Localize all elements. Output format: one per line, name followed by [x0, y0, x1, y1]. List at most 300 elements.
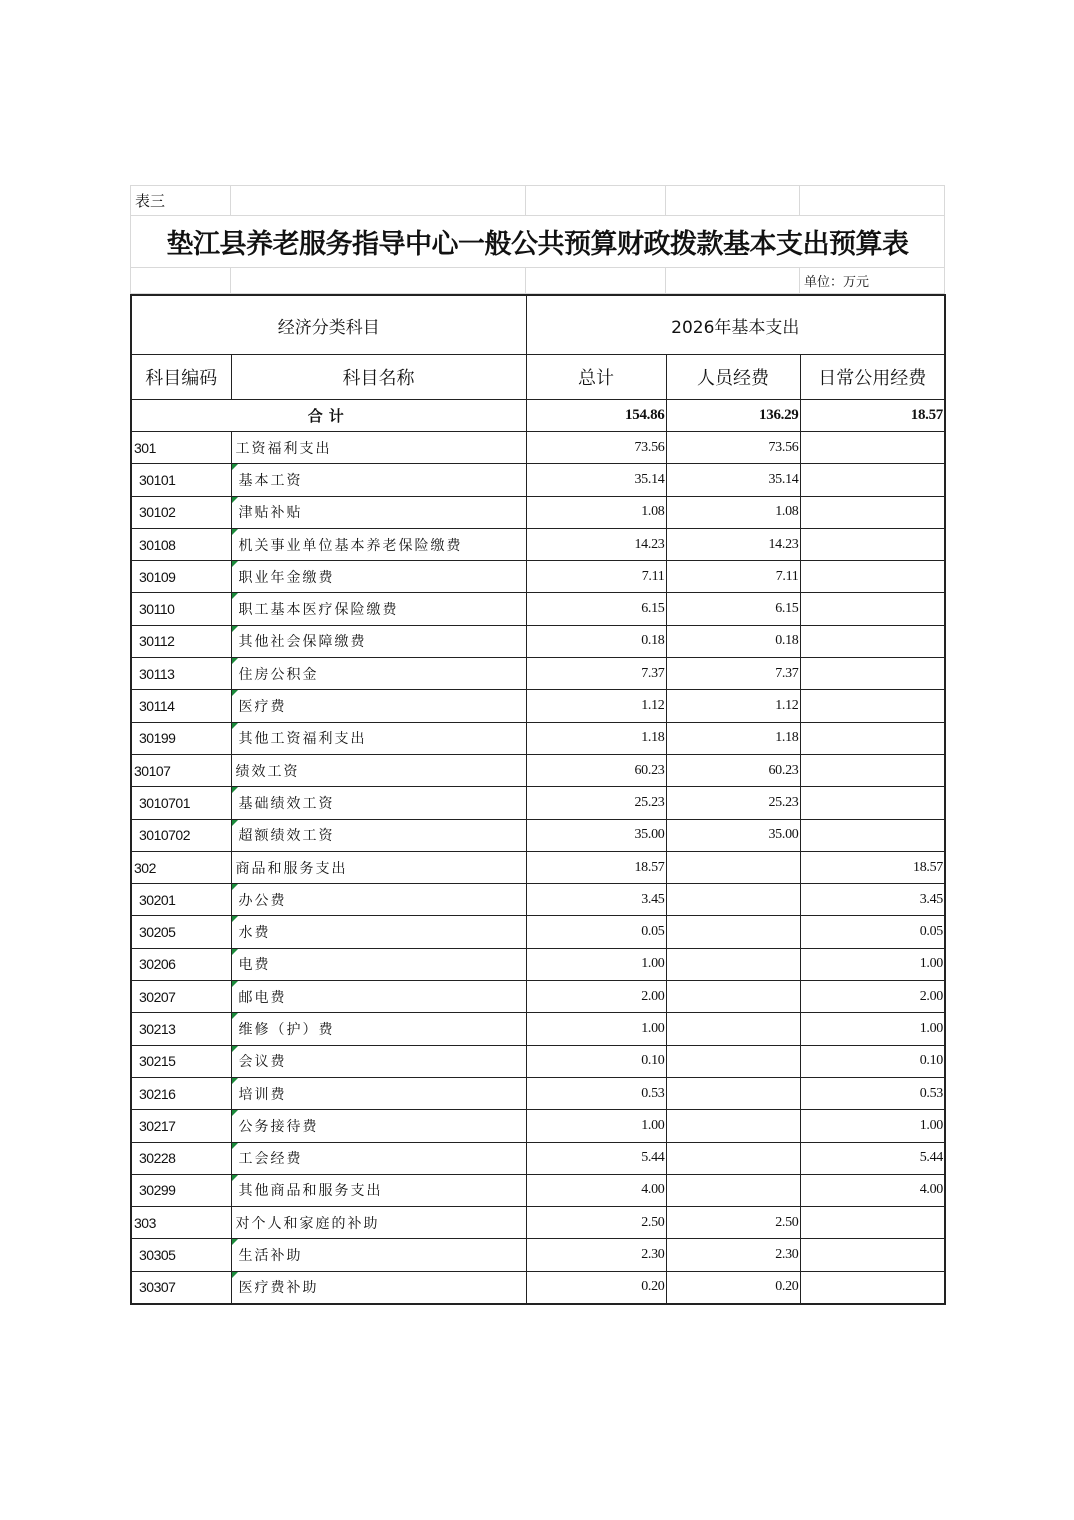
row-total-text: 0.10	[641, 1053, 665, 1069]
row-public-text: 1.00	[919, 956, 944, 972]
row-code-text: 30108	[139, 536, 176, 553]
row-total-text: 0.53	[641, 1085, 665, 1101]
row-total-text: 0.18	[641, 633, 665, 649]
cell-comment-marker	[232, 1078, 238, 1084]
row-total	[526, 658, 666, 690]
cell-comment-marker	[232, 1143, 238, 1149]
cell-comment-marker	[232, 464, 238, 470]
row-personnel	[666, 1207, 800, 1239]
row-total-text: 1.00	[641, 956, 665, 972]
row-public-text: 1.00	[919, 1117, 944, 1133]
row-personnel	[666, 1239, 800, 1271]
row-code-text: 30199	[139, 730, 176, 747]
row-personnel	[666, 884, 800, 916]
table-row	[131, 1013, 945, 1045]
row-code	[131, 528, 231, 560]
row-total-text: 6.15	[641, 601, 665, 617]
row-name-text: 工会经费	[238, 1151, 303, 1168]
cell-comment-marker	[232, 949, 238, 955]
row-name-text: 医疗费	[238, 699, 287, 716]
row-code-text: 30101	[139, 471, 176, 488]
table-row	[131, 981, 945, 1013]
row-name-text: 绩效工资	[235, 763, 300, 780]
row-total	[526, 625, 666, 657]
row-name	[231, 722, 526, 754]
row-total-text: 2.50	[641, 1214, 665, 1230]
row-total	[526, 1045, 666, 1077]
row-total	[526, 593, 666, 625]
table-row	[131, 851, 945, 883]
cell-comment-marker	[232, 723, 238, 729]
row-personnel-text: 1.08	[775, 504, 799, 520]
row-personnel-text: 1.12	[775, 698, 799, 714]
row-code	[131, 561, 231, 593]
row-code-text: 3010702	[139, 827, 191, 844]
table-row	[131, 1174, 945, 1206]
row-code	[131, 1110, 231, 1142]
row-public	[800, 1142, 945, 1174]
table-row	[131, 1110, 945, 1142]
row-code-text: 30113	[139, 665, 175, 682]
row-public	[800, 1110, 945, 1142]
row-personnel	[666, 754, 800, 786]
row-total-text: 60.23	[634, 762, 665, 778]
row-name-text: 电费	[238, 957, 271, 974]
row-code	[131, 1013, 231, 1045]
row-total	[526, 432, 666, 464]
row-code-text: 30110	[139, 601, 175, 618]
row-personnel-text: 73.56	[768, 439, 799, 455]
cell-comment-marker	[232, 529, 238, 535]
row-code	[131, 464, 231, 496]
row-code	[131, 787, 231, 819]
row-total	[526, 690, 666, 722]
sheet-header-grid	[130, 185, 945, 294]
row-public	[800, 464, 945, 496]
budget-sheet	[130, 185, 944, 1305]
row-personnel	[666, 464, 800, 496]
row-public	[800, 432, 945, 464]
row-public	[800, 981, 945, 1013]
row-total-text: 1.18	[641, 730, 665, 746]
table-row	[131, 690, 945, 722]
row-name	[231, 432, 526, 464]
row-name	[231, 528, 526, 560]
cell-comment-marker	[232, 1110, 238, 1116]
cell-comment-marker	[232, 690, 238, 696]
row-personnel	[666, 625, 800, 657]
row-personnel-text: 2.30	[775, 1247, 799, 1263]
row-code-text: 30109	[139, 568, 176, 585]
row-total	[526, 1110, 666, 1142]
row-total	[526, 1077, 666, 1109]
row-total	[526, 851, 666, 883]
cell-comment-marker	[232, 884, 238, 890]
row-name	[231, 819, 526, 851]
header-personnel: 人员经费	[666, 355, 800, 400]
row-personnel-text: 7.11	[775, 568, 799, 584]
row-total-text: 2.00	[641, 988, 665, 1004]
row-total-text: 7.11	[641, 568, 665, 584]
row-code	[131, 722, 231, 754]
row-code-text: 30216	[139, 1085, 176, 1102]
row-personnel-text: 6.15	[775, 601, 799, 617]
row-code-text: 30213	[139, 1020, 176, 1037]
cell-comment-marker	[232, 981, 238, 987]
cell-comment-marker	[232, 497, 238, 503]
cell-comment-marker	[232, 1046, 238, 1052]
row-code	[131, 1207, 231, 1239]
table-row	[131, 593, 945, 625]
row-name-text: 水费	[238, 925, 271, 942]
row-name	[231, 981, 526, 1013]
row-code	[131, 1239, 231, 1271]
row-code-text: 30299	[139, 1182, 176, 1199]
table-row	[131, 819, 945, 851]
row-total-text: 0.05	[641, 924, 665, 940]
total-row	[131, 400, 945, 432]
row-personnel	[666, 496, 800, 528]
row-code	[131, 916, 231, 948]
row-total	[526, 916, 666, 948]
row-personnel	[666, 1045, 800, 1077]
row-total	[526, 754, 666, 786]
table-row	[131, 1077, 945, 1109]
row-code-text: 30207	[139, 988, 176, 1005]
row-code-text: 30205	[139, 924, 176, 941]
row-name	[231, 593, 526, 625]
row-name	[231, 625, 526, 657]
row-total	[526, 722, 666, 754]
row-name-text: 对个人和家庭的补助	[235, 1215, 380, 1232]
row-code	[131, 625, 231, 657]
row-code	[131, 690, 231, 722]
row-name-text: 职工基本医疗保险缴费	[238, 602, 399, 619]
row-code	[131, 593, 231, 625]
row-code-text: 30307	[139, 1279, 176, 1296]
row-total-text: 35.14	[634, 471, 665, 487]
row-public	[800, 1239, 945, 1271]
row-total-text: 1.12	[641, 698, 665, 714]
cell-comment-marker	[232, 1239, 238, 1245]
row-personnel	[666, 948, 800, 980]
row-name	[231, 884, 526, 916]
row-personnel-text: 25.23	[768, 794, 799, 810]
table-row	[131, 754, 945, 786]
row-personnel	[666, 1142, 800, 1174]
row-name-text: 医疗费补助	[238, 1280, 319, 1297]
row-code	[131, 658, 231, 690]
row-name	[231, 1077, 526, 1109]
row-public	[800, 722, 945, 754]
row-total-text: 35.00	[634, 827, 665, 843]
row-total	[526, 981, 666, 1013]
row-total-text: 1.08	[641, 504, 665, 520]
row-total	[526, 1207, 666, 1239]
row-code	[131, 1077, 231, 1109]
row-code-text: 3010701	[139, 794, 191, 811]
cell-comment-marker	[232, 1175, 238, 1181]
row-name-text: 超额绩效工资	[238, 828, 335, 845]
table-row	[131, 1271, 945, 1304]
row-name-text: 邮电费	[238, 989, 287, 1006]
row-public-text: 0.05	[919, 924, 944, 940]
row-name-text: 工资福利支出	[235, 440, 332, 457]
row-total	[526, 819, 666, 851]
row-name-text: 维修（护）费	[238, 1021, 335, 1038]
row-public-text: 3.45	[919, 891, 944, 907]
row-personnel-text: 0.20	[775, 1279, 799, 1295]
row-public	[800, 851, 945, 883]
row-personnel-text: 1.18	[775, 730, 799, 746]
row-public-text: 4.00	[919, 1182, 944, 1198]
row-name-text: 商品和服务支出	[235, 860, 348, 877]
row-personnel	[666, 593, 800, 625]
table-row	[131, 432, 945, 464]
row-personnel	[666, 851, 800, 883]
row-public	[800, 1013, 945, 1045]
row-name	[231, 690, 526, 722]
row-total	[526, 464, 666, 496]
cell-comment-marker	[232, 626, 238, 632]
table-row	[131, 787, 945, 819]
cell-comment-marker	[232, 593, 238, 599]
row-code	[131, 496, 231, 528]
row-public	[800, 496, 945, 528]
row-public	[800, 1077, 945, 1109]
row-personnel	[666, 1174, 800, 1206]
row-total-text: 0.20	[641, 1279, 665, 1295]
row-name	[231, 916, 526, 948]
row-personnel	[666, 528, 800, 560]
row-name	[231, 1142, 526, 1174]
row-code-text: 30217	[139, 1117, 176, 1134]
row-name-text: 基础绩效工资	[238, 795, 335, 812]
row-public	[800, 819, 945, 851]
row-code	[131, 1045, 231, 1077]
row-personnel-text: 14.23	[768, 536, 799, 552]
sheet-tag: 表三	[131, 186, 231, 216]
row-public	[800, 528, 945, 560]
total-public: 18.57	[800, 400, 945, 432]
row-code	[131, 1174, 231, 1206]
budget-table	[130, 294, 946, 1305]
row-public-text: 2.00	[919, 988, 944, 1004]
row-total-text: 1.00	[641, 1020, 665, 1036]
row-name-text: 公务接待费	[238, 1118, 319, 1135]
row-personnel-text: 7.37	[775, 665, 799, 681]
row-public-text: 0.10	[919, 1053, 944, 1069]
row-code-text: 30215	[139, 1053, 176, 1070]
row-total	[526, 1239, 666, 1271]
row-total	[526, 787, 666, 819]
row-name-text: 办公费	[238, 892, 287, 909]
row-code-text: 30112	[139, 633, 175, 650]
row-code	[131, 1142, 231, 1174]
row-public-text: 1.00	[919, 1020, 944, 1036]
table-row	[131, 561, 945, 593]
row-public	[800, 1045, 945, 1077]
cell-comment-marker	[232, 820, 238, 826]
table-row	[131, 464, 945, 496]
row-total	[526, 1142, 666, 1174]
cell-comment-marker	[232, 561, 238, 567]
row-code	[131, 981, 231, 1013]
row-code-text: 303	[134, 1214, 156, 1231]
row-code-text: 30305	[139, 1247, 176, 1264]
table-row	[131, 625, 945, 657]
table-row	[131, 884, 945, 916]
row-name-text: 其他社会保障缴费	[238, 634, 367, 651]
row-public	[800, 948, 945, 980]
row-name-text: 其他商品和服务支出	[238, 1183, 383, 1200]
table-row	[131, 722, 945, 754]
table-row	[131, 948, 945, 980]
page-title: 垫江县养老服务指导中心一般公共预算财政拨款基本支出预算表	[131, 216, 945, 268]
row-public	[800, 690, 945, 722]
total-label: 合计	[131, 400, 526, 432]
row-code-text: 30114	[139, 698, 175, 715]
row-personnel-text: 2.50	[775, 1214, 799, 1230]
row-public	[800, 593, 945, 625]
row-public	[800, 561, 945, 593]
row-total	[526, 528, 666, 560]
unit-label: 单位：万元	[800, 268, 945, 294]
row-name	[231, 1174, 526, 1206]
row-public	[800, 787, 945, 819]
row-personnel-text: 60.23	[768, 762, 799, 778]
row-name	[231, 1239, 526, 1271]
row-total-text: 1.00	[641, 1117, 665, 1133]
cell-comment-marker	[232, 916, 238, 922]
row-name	[231, 754, 526, 786]
row-name	[231, 1110, 526, 1142]
row-name	[231, 851, 526, 883]
row-code	[131, 432, 231, 464]
row-name	[231, 1013, 526, 1045]
row-public	[800, 1207, 945, 1239]
row-personnel	[666, 1271, 800, 1304]
row-personnel	[666, 690, 800, 722]
row-total-text: 2.30	[641, 1247, 665, 1263]
row-total	[526, 1013, 666, 1045]
row-code	[131, 819, 231, 851]
row-code	[131, 884, 231, 916]
header-basic-expenditure: 2026年基本支出	[526, 295, 945, 355]
row-personnel	[666, 819, 800, 851]
row-total-text: 18.57	[634, 859, 665, 875]
row-code	[131, 948, 231, 980]
row-name-text: 其他工资福利支出	[238, 731, 367, 748]
row-public	[800, 916, 945, 948]
row-name	[231, 1271, 526, 1304]
row-name-text: 津贴补贴	[238, 505, 303, 522]
row-personnel	[666, 561, 800, 593]
row-public-text: 0.53	[919, 1085, 944, 1101]
row-public-text: 5.44	[919, 1150, 944, 1166]
table-row	[131, 496, 945, 528]
row-name-text: 基本工资	[238, 472, 303, 489]
row-personnel	[666, 981, 800, 1013]
row-total	[526, 561, 666, 593]
row-total	[526, 496, 666, 528]
total-personnel: 136.29	[666, 400, 800, 432]
row-code-text: 30201	[139, 891, 176, 908]
row-total	[526, 948, 666, 980]
header-name: 科目名称	[231, 355, 526, 400]
table-row	[131, 1207, 945, 1239]
table-row	[131, 528, 945, 560]
row-total-text: 73.56	[634, 439, 665, 455]
row-public	[800, 884, 945, 916]
row-code	[131, 1271, 231, 1304]
row-personnel	[666, 1110, 800, 1142]
row-code-text: 302	[134, 859, 156, 876]
total-amount: 154.86	[526, 400, 666, 432]
table-row	[131, 1239, 945, 1271]
row-personnel	[666, 916, 800, 948]
cell-comment-marker	[232, 787, 238, 793]
cell-comment-marker	[232, 658, 238, 664]
row-name	[231, 464, 526, 496]
table-row	[131, 1045, 945, 1077]
row-name-text: 机关事业单位基本养老保险缴费	[238, 537, 463, 554]
row-name	[231, 658, 526, 690]
row-name-text: 培训费	[238, 1086, 287, 1103]
row-name	[231, 1045, 526, 1077]
row-name-text: 职业年金缴费	[238, 569, 335, 586]
row-public-text: 18.57	[913, 859, 944, 875]
cell-comment-marker	[232, 1013, 238, 1019]
row-personnel-text: 35.14	[768, 471, 799, 487]
table-row	[131, 658, 945, 690]
row-public	[800, 625, 945, 657]
cell-comment-marker	[232, 1272, 238, 1278]
row-public	[800, 754, 945, 786]
row-name	[231, 561, 526, 593]
row-total	[526, 1174, 666, 1206]
row-name-text: 会议费	[238, 1054, 287, 1071]
header-economic-category: 经济分类科目	[131, 295, 526, 355]
header-total: 总计	[526, 355, 666, 400]
row-public	[800, 1271, 945, 1304]
row-personnel	[666, 722, 800, 754]
row-personnel	[666, 658, 800, 690]
row-personnel-text: 0.18	[775, 633, 799, 649]
row-personnel	[666, 432, 800, 464]
row-name-text: 生活补助	[238, 1248, 303, 1265]
row-total-text: 5.44	[641, 1150, 665, 1166]
header-group-row	[131, 295, 945, 355]
row-personnel	[666, 1013, 800, 1045]
row-total-text: 4.00	[641, 1182, 665, 1198]
row-code-text: 301	[134, 439, 156, 456]
table-row	[131, 916, 945, 948]
row-code	[131, 754, 231, 786]
row-total	[526, 1271, 666, 1304]
table-row	[131, 1142, 945, 1174]
row-total-text: 7.37	[641, 665, 665, 681]
row-total-text: 25.23	[634, 794, 665, 810]
row-code-text: 30107	[134, 762, 171, 779]
row-total-text: 3.45	[641, 891, 665, 907]
row-name	[231, 948, 526, 980]
row-code-text: 30228	[139, 1150, 176, 1167]
row-name	[231, 787, 526, 819]
row-code-text: 30102	[139, 504, 176, 521]
row-public	[800, 1174, 945, 1206]
row-name	[231, 1207, 526, 1239]
